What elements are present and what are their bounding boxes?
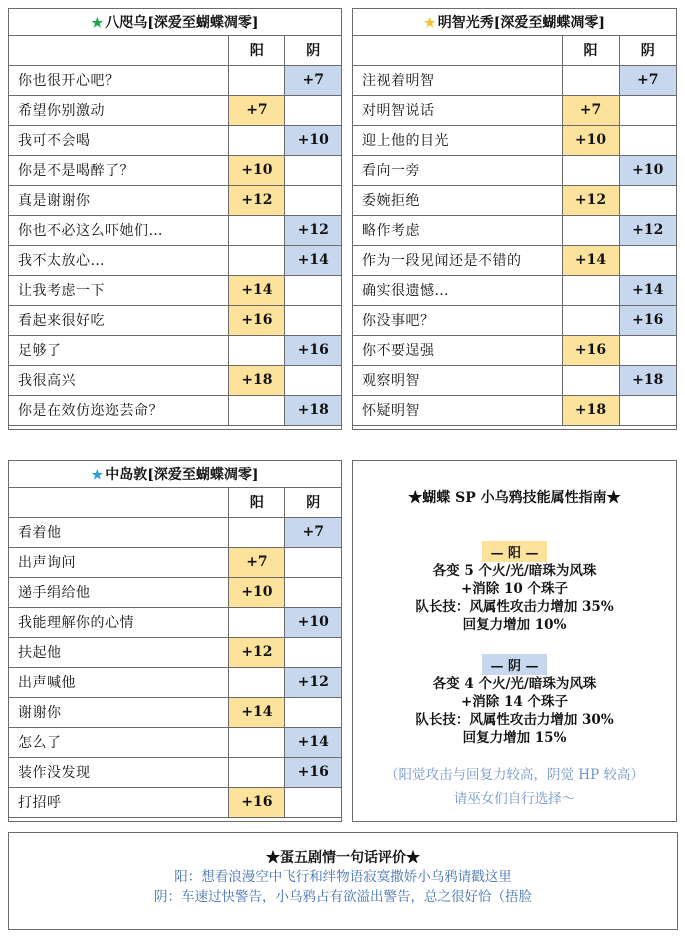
yin-value [285, 577, 341, 607]
yang-value [229, 757, 285, 787]
option-text: 出声询问 [9, 547, 229, 577]
star-icon: ★ [91, 467, 104, 483]
yang-value: +16 [562, 335, 619, 365]
yin-label: — 阴 — [482, 654, 546, 675]
yang-value: +18 [229, 365, 285, 395]
table-row [9, 787, 341, 817]
table-row [9, 637, 341, 667]
column-yin: 阴 [619, 35, 676, 65]
option-text: 打招呼 [9, 787, 229, 817]
yang-value [229, 727, 285, 757]
yin-value [285, 787, 341, 817]
yang-line: +消除 10 个珠子 [461, 581, 568, 597]
table-row [9, 335, 341, 365]
table-row [353, 125, 676, 155]
yang-value: +12 [229, 637, 285, 667]
yin-value: +7 [285, 65, 341, 95]
option-text: 对明智说话 [353, 95, 562, 125]
table-row [9, 305, 341, 335]
table-row [9, 547, 341, 577]
column-yin: 阴 [285, 35, 341, 65]
option-text: 你也不必这么吓她们… [9, 215, 229, 245]
yin-value: +18 [619, 365, 676, 395]
yang-value [229, 245, 285, 275]
option-text: 谢谢你 [9, 697, 229, 727]
option-text: 怎么了 [9, 727, 229, 757]
guide-note: （阳觉攻击与回复力较高，阴觉 HP 较高） 请巫女们自行选择～ [385, 767, 644, 807]
yang-value: +10 [562, 125, 619, 155]
table-row [9, 95, 341, 125]
yin-line: 各变 4 个火/光/暗珠为风珠 [432, 676, 597, 692]
option-text: 迎上他的目光 [353, 125, 562, 155]
column-yang: 阳 [562, 35, 619, 65]
yin-value [619, 95, 676, 125]
option-text: 看起来很好吃 [9, 305, 229, 335]
yin-value: +16 [285, 335, 341, 365]
yin-value [285, 275, 341, 305]
table-row [9, 275, 341, 305]
table-row [353, 245, 676, 275]
yin-value: +12 [619, 215, 676, 245]
yin-value: +7 [619, 65, 676, 95]
yin-value: +10 [285, 607, 341, 637]
table-row [353, 155, 676, 185]
table-row [353, 95, 676, 125]
yang-value: +14 [229, 697, 285, 727]
yin-value [619, 335, 676, 365]
yang-value [562, 275, 619, 305]
yin-value: +10 [619, 155, 676, 185]
yin-value [285, 185, 341, 215]
yang-value: +14 [229, 275, 285, 305]
yang-value [562, 305, 619, 335]
option-text: 你是不是喝醉了？ [9, 155, 229, 185]
yin-value [285, 155, 341, 185]
yin-value: +12 [285, 667, 341, 697]
table-row [353, 65, 676, 95]
option-text: 我可不会喝 [9, 125, 229, 155]
table-row [9, 155, 341, 185]
table-row [9, 517, 341, 547]
yang-line: 回复力增加 10% [462, 617, 567, 633]
yin-value [619, 185, 676, 215]
option-text: 确实很遗憾… [353, 275, 562, 305]
table-row [9, 215, 341, 245]
skill-guide [352, 460, 677, 822]
table-row [353, 185, 676, 215]
option-text: 看着他 [9, 517, 229, 547]
option-text: 你没事吧？ [353, 305, 562, 335]
yin-value: +16 [619, 305, 676, 335]
table-row [9, 245, 341, 275]
review-yin: 阴：车速过快警告，小乌鸦占有欲溢出警告，总之很好恰（捂脸 [154, 889, 532, 905]
option-text: 扶起他 [9, 637, 229, 667]
yin-value [285, 637, 341, 667]
option-text: 装作没发现 [9, 757, 229, 787]
yang-line: 队长技：风属性攻击力增加 35% [415, 599, 614, 615]
table-row [353, 275, 676, 305]
yin-value: +7 [285, 517, 341, 547]
option-text: 我很高兴 [9, 365, 229, 395]
yin-value: +14 [619, 275, 676, 305]
yang-value: +18 [562, 395, 619, 425]
yang-value [562, 65, 619, 95]
review-yang: 阳：想看浪漫空中飞行和绊物语寂寞撒娇小乌鸦请戳这里 [174, 869, 512, 885]
yang-line: 各变 5 个火/光/暗珠为风珠 [432, 563, 597, 579]
option-text: 递手绢给他 [9, 577, 229, 607]
yin-line: 回复力增加 15% [462, 730, 567, 746]
yang-value [229, 215, 285, 245]
column-yang: 阳 [229, 487, 285, 517]
yin-value [285, 305, 341, 335]
yang-value: +14 [562, 245, 619, 275]
option-text: 出声喊他 [9, 667, 229, 697]
option-text: 你不要逞强 [353, 335, 562, 365]
option-text: 我能理解你的心情 [9, 607, 229, 637]
guide-title: ★蝴蝶 SP 小乌鸦技能属性指南★ [408, 490, 621, 506]
table-row [9, 757, 341, 787]
option-text: 看向一旁 [353, 155, 562, 185]
yang-value [229, 335, 285, 365]
yang-label: — 阳 — [482, 541, 546, 562]
yin-value [619, 125, 676, 155]
yin-value [285, 365, 341, 395]
yin-value [285, 697, 341, 727]
yang-value [229, 517, 285, 547]
yang-value: +12 [229, 185, 285, 215]
column-yang: 阳 [229, 35, 285, 65]
table-row [353, 335, 676, 365]
yin-value: +18 [285, 395, 341, 425]
table-title: ★ 明智光秀[深爱至蝴蝶凋零] [353, 9, 676, 35]
yang-value: +7 [562, 95, 619, 125]
yin-value [285, 547, 341, 577]
yin-line: +消除 14 个珠子 [461, 694, 568, 710]
table-nakajima [8, 460, 342, 822]
table-row [9, 185, 341, 215]
option-text: 真是谢谢你 [9, 185, 229, 215]
option-text: 略作考虑 [353, 215, 562, 245]
table-row [353, 215, 676, 245]
story-review [8, 832, 678, 930]
table-yatagarasu [8, 8, 342, 430]
yang-value [229, 65, 285, 95]
table-row [9, 125, 341, 155]
yin-value: +10 [285, 125, 341, 155]
option-text: 怀疑明智 [353, 395, 562, 425]
yang-value [229, 395, 285, 425]
table-title: ★ 中岛敦[深爱至蝴蝶凋零] [9, 461, 341, 487]
table-row [353, 395, 676, 425]
yang-value: +16 [229, 305, 285, 335]
yang-value: +16 [229, 787, 285, 817]
option-text: 我不太放心… [9, 245, 229, 275]
yin-value: +14 [285, 727, 341, 757]
option-text: 注视着明智 [353, 65, 562, 95]
yang-value [562, 155, 619, 185]
table-row [9, 727, 341, 757]
yin-value [285, 95, 341, 125]
yang-value: +10 [229, 577, 285, 607]
yin-value: +14 [285, 245, 341, 275]
yang-value [229, 125, 285, 155]
table-row [9, 395, 341, 425]
option-text: 足够了 [9, 335, 229, 365]
table-akechi [352, 8, 677, 430]
review-title: ★蛋五剧情一句话评价★ [266, 850, 420, 866]
option-text: 观察明智 [353, 365, 562, 395]
option-text: 希望你别激动 [9, 95, 229, 125]
choice-table [9, 9, 341, 426]
table-row [9, 697, 341, 727]
choice-table [353, 9, 676, 426]
yang-value [229, 607, 285, 637]
yang-value [562, 215, 619, 245]
table-title: ★ 八咫乌[深爱至蝴蝶凋零] [9, 9, 341, 35]
table-row [9, 607, 341, 637]
option-text: 委婉拒绝 [353, 185, 562, 215]
yang-value: +10 [229, 155, 285, 185]
yin-value: +12 [285, 215, 341, 245]
yang-value [229, 667, 285, 697]
table-row [9, 365, 341, 395]
option-text: 你是在效仿迩迩芸命？ [9, 395, 229, 425]
table-row [9, 577, 341, 607]
star-icon: ★ [91, 15, 104, 31]
yin-value [619, 395, 676, 425]
star-icon: ★ [424, 15, 436, 31]
yang-value [562, 365, 619, 395]
table-row [353, 365, 676, 395]
table-row [353, 305, 676, 335]
yang-value: +7 [229, 547, 285, 577]
yin-line: 队长技：风属性攻击力增加 30% [415, 712, 614, 728]
option-text: 让我考虑一下 [9, 275, 229, 305]
yin-value [619, 245, 676, 275]
column-yin: 阴 [285, 487, 341, 517]
option-text: 作为一段见闻还是不错的 [353, 245, 562, 275]
yang-value: +12 [562, 185, 619, 215]
choice-table [9, 461, 341, 818]
option-text: 你也很开心吧？ [9, 65, 229, 95]
yang-value: +7 [229, 95, 285, 125]
yin-value: +16 [285, 757, 341, 787]
table-row [9, 65, 341, 95]
table-row [9, 667, 341, 697]
